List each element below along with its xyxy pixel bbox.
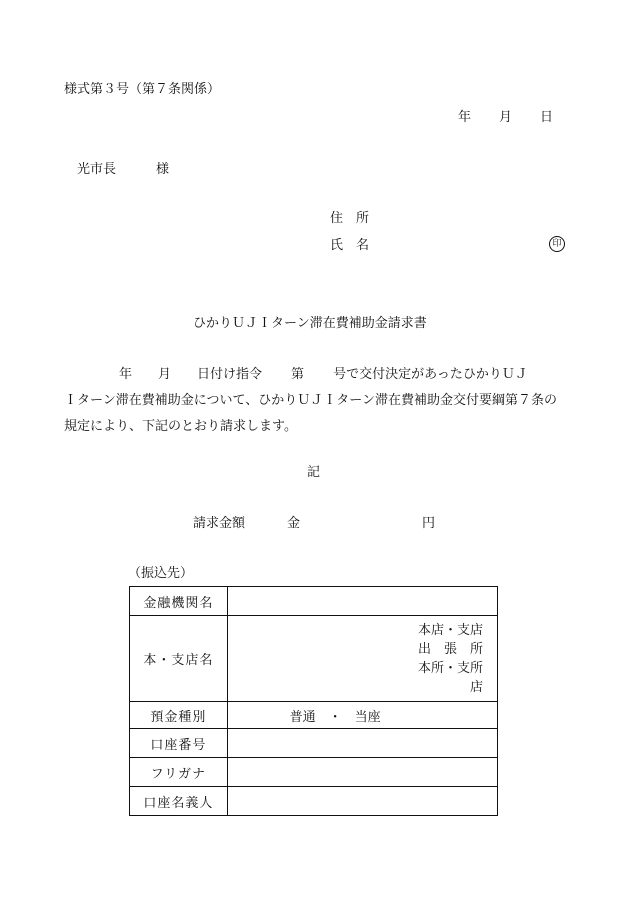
date-year: 年 — [458, 110, 472, 125]
table-row — [130, 729, 498, 758]
deposit-type-label: 預金種別 — [130, 702, 228, 729]
date-month: 月 — [499, 110, 513, 125]
body-line1-tail: 号で交付決定があったひかりＵＪ — [333, 367, 528, 382]
branch-option-shutchojo: 出 張 所 — [417, 641, 483, 657]
addressee-honorific: 様 — [156, 162, 170, 177]
furigana-label: フリガナ — [130, 758, 228, 787]
amount-unit: 円 — [422, 516, 436, 531]
table-row — [130, 787, 498, 816]
transfer-label: （振込先） — [128, 566, 194, 581]
branch-option-honten-shiten: 本店・支店 — [417, 622, 483, 638]
account-holder-label: 口座名義人 — [130, 787, 228, 816]
bank-table — [129, 586, 498, 816]
body-dai: 第 — [291, 367, 305, 382]
body-date-rest: 日付け指令 — [197, 367, 263, 382]
table-row — [130, 758, 498, 787]
account-holder-field[interactable] — [227, 787, 497, 816]
bank-name-field[interactable] — [227, 587, 497, 616]
request-body — [64, 362, 570, 440]
body-line-2: Ｉターン滞在費補助金について、ひかりＵＪＩターン滞在費補助金交付要綱第７条の — [64, 393, 557, 408]
bank-name-label: 金融機関名 — [130, 587, 228, 616]
name-label: 氏 名 — [330, 238, 370, 253]
form-number: 様式第３号（第７条関係） — [64, 82, 221, 97]
deposit-type-field[interactable]: 普通 ・ 当座 — [227, 702, 497, 729]
body-month: 月 — [158, 367, 172, 382]
table-row — [130, 702, 498, 729]
body-line-3: 規定により、下記のとおり請求します。 — [64, 419, 297, 434]
amount-kin: 金 — [287, 516, 301, 531]
furigana-field[interactable] — [227, 758, 497, 787]
account-number-label: 口座番号 — [130, 729, 228, 758]
body-line-1 — [64, 362, 570, 388]
address-label: 住 所 — [330, 211, 370, 226]
addressee-name: 光市長 — [77, 162, 117, 177]
amount-label: 請求金額 — [193, 516, 246, 531]
seal-mark: 印 — [549, 236, 565, 252]
branch-name-field[interactable] — [227, 616, 497, 702]
branch-name-label: 本・支店名 — [130, 616, 228, 702]
ki-heading: 記 — [307, 465, 321, 480]
branch-option-ten: 店 — [469, 679, 483, 695]
table-row — [130, 616, 498, 702]
table-row — [130, 587, 498, 616]
date-day: 日 — [540, 110, 554, 125]
body-year: 年 — [119, 367, 133, 382]
branch-option-honsho-shisho: 本所・支所 — [417, 660, 483, 676]
account-number-field[interactable] — [227, 729, 497, 758]
document-title: ひかりＵＪＩターン滞在費補助金請求書 — [193, 316, 427, 331]
